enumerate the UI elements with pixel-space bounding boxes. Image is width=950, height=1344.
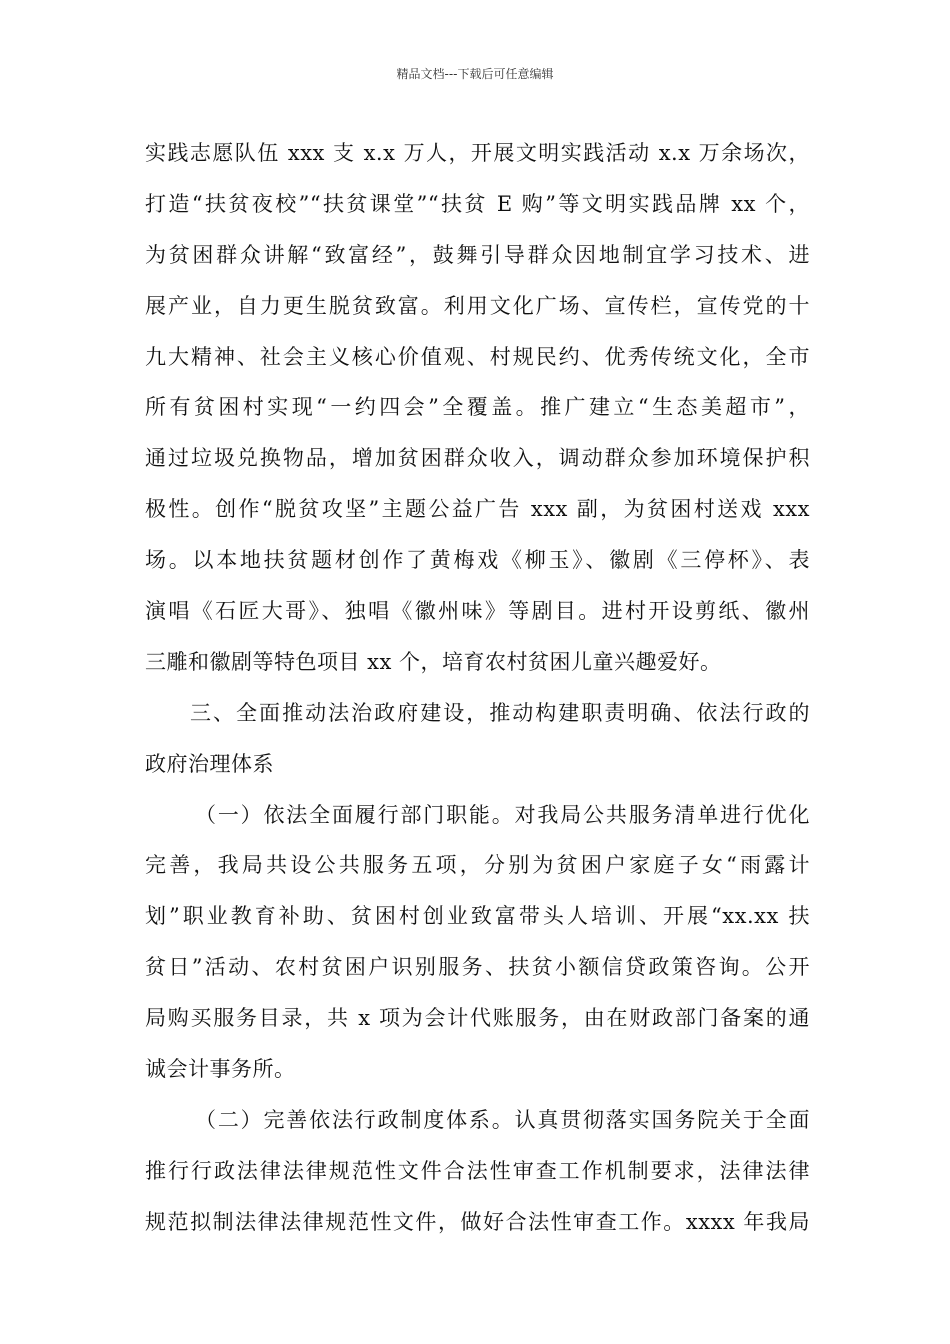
text-line: 所有贫困村实现“一约四会”全覆盖。推广建立“生态美超市”， <box>145 395 810 420</box>
text-line: 贫日”活动、农村贫困户识别服务、扶贫小额信贷政策咨询。公开 <box>145 955 810 980</box>
section-heading: 三、全面推动法治政府建设，推动构建职责明确、依法行政的 <box>190 700 810 725</box>
document-body <box>145 128 810 1248</box>
subsection-paragraph-start: （一）依法全面履行部门职能。对我局公共服务清单进行优化 <box>195 802 810 827</box>
text-line: 打造“扶贫夜校”“扶贫课堂”“扶贫 E 购”等文明实践品牌 xx 个， <box>145 191 810 216</box>
text-line: 演唱《石匠大哥》、独唱《徽州味》等剧目。进村开设剪纸、徽州 <box>145 599 810 624</box>
text-line: 展产业，自力更生脱贫致富。利用文化广场、宣传栏，宣传党的十 <box>145 293 810 318</box>
text-line: 九大精神、社会主义核心价值观、村规民约、优秀传统文化，全市 <box>145 344 810 369</box>
section-heading-continued: 政府治理体系 <box>145 751 274 776</box>
text-line: 实践志愿队伍 xxx 支 x.x 万人，开展文明实践活动 x.x 万余场次， <box>145 141 810 165</box>
text-line: 为贫困群众讲解“致富经”，鼓舞引导群众因地制宜学习技术、进 <box>145 242 810 267</box>
text-line: 完善，我局共设公共服务五项，分别为贫困户家庭子女“雨露计 <box>145 853 810 878</box>
text-line: 极性。创作“脱贫攻坚”主题公益广告 xxx 副，为贫困村送戏 xxx <box>145 497 810 522</box>
text-line: 场。以本地扶贫题材创作了黄梅戏《柳玉》、徽剧《三停杯》、表 <box>145 548 810 573</box>
text-line: 局购买服务目录，共 x 项为会计代账服务，由在财政部门备案的通 <box>145 1006 810 1031</box>
text-line: 通过垃圾兑换物品，增加贫困群众收入，调动群众参加环境保护积 <box>145 446 810 471</box>
page-header: 精品文档---下载后可任意编辑 <box>396 67 554 81</box>
subsection-paragraph-start: （二）完善依法行政制度体系。认真贯彻落实国务院关于全面 <box>195 1107 810 1132</box>
text-line: 规范拟制法律法律规范性文件，做好合法性审查工作。xxxx 年我局 <box>145 1209 810 1234</box>
text-line: 三雕和徽剧等特色项目 xx 个，培育农村贫困儿童兴趣爱好。 <box>145 649 722 674</box>
text-line: 诚会计事务所。 <box>145 1057 296 1082</box>
text-line: 划”职业教育补助、贫困村创业致富带头人培训、开展“xx.xx 扶 <box>145 904 810 929</box>
text-line: 推行行政法律法律规范性文件合法性审查工作机制要求，法律法律 <box>145 1158 810 1183</box>
